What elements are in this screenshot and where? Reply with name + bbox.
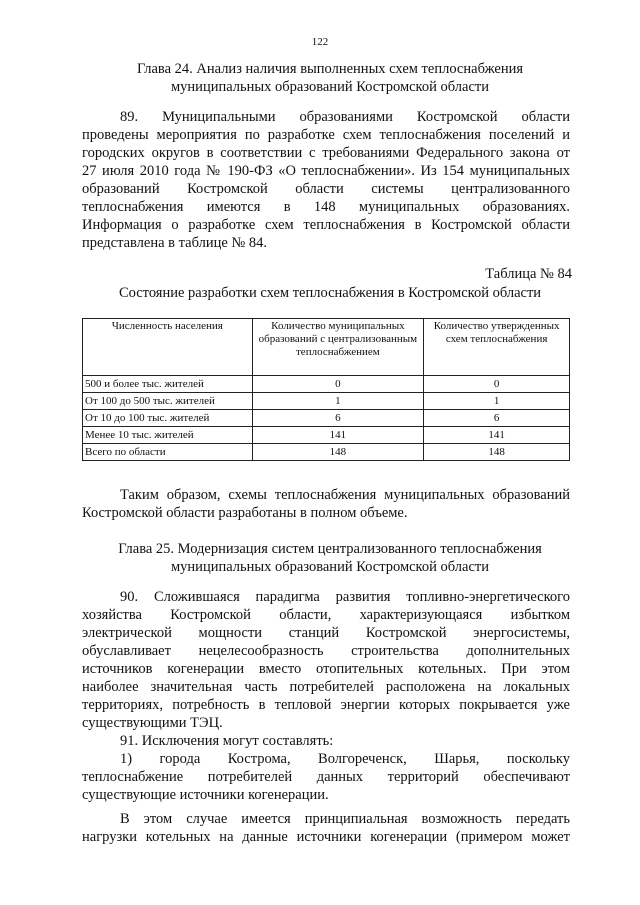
table-row xyxy=(83,393,570,410)
row-approved: 141 xyxy=(424,427,570,444)
paragraph-line: 1) города Кострома, Волгореченск, Шарья, поскольку xyxy=(120,751,570,767)
row-approved: 0 xyxy=(424,376,570,393)
paragraph-line: Таким образом, схемы теплоснабжения муниципальных образований xyxy=(120,487,570,503)
paragraph-line: В этом случае имеется принципиальная возможность передать xyxy=(120,811,570,827)
paragraph-line: теплоснабжения имеются в 148 муниципальных образованиях. xyxy=(82,199,570,215)
paragraph-line: теплоснабжение потребителей данных территорий обеспечивают xyxy=(82,769,570,785)
paragraph-line: электрической мощности станций Костромской энергосистемы, xyxy=(82,625,570,641)
paragraph-line: существующими ТЭЦ. xyxy=(82,715,223,731)
chapter-25-heading xyxy=(80,540,580,576)
row-category: От 10 до 100 тыс. жителей xyxy=(83,410,253,427)
column-header-approved-schemes: Количество утвержденных схем теплоснабжения xyxy=(424,319,570,376)
chapter-24-heading xyxy=(80,60,580,96)
paragraph-line: городских округов в соответствии с требованиями Федерального закона от xyxy=(82,145,570,161)
paragraph-line: источников когенерации вместо отопительных котельных. При этом xyxy=(82,661,570,677)
row-with-central: 6 xyxy=(252,410,424,427)
row-approved: 1 xyxy=(424,393,570,410)
page-number: 122 xyxy=(311,36,329,48)
table-label: Таблица № 84 xyxy=(485,266,572,282)
chapter-24-heading-line1: Глава 24. Анализ наличия выполненных схем теплоснабжения xyxy=(136,61,524,77)
paragraph-line: Информация о разработке схем теплоснабжения в Костромской области xyxy=(82,217,570,233)
paragraph-line: Костромской области разработаны в полном объеме. xyxy=(82,505,408,521)
chapter-24-heading-line2: муниципальных образований Костромской области xyxy=(171,79,489,95)
row-with-central: 0 xyxy=(252,376,424,393)
conclusion-paragraph xyxy=(82,486,570,522)
row-approved: 6 xyxy=(424,410,570,427)
table-caption: Состояние разработки схем теплоснабжения в Костромской области xyxy=(118,285,542,301)
column-header-population: Численность населения xyxy=(83,319,253,376)
table-row xyxy=(83,427,570,444)
paragraph-line: 89. Муниципальными образованиями Костромской области xyxy=(120,109,570,125)
table-row-total xyxy=(83,444,570,461)
paragraph-line: проведены мероприятия по разработке схем теплоснабжения поселений и xyxy=(82,127,570,143)
paragraph-line: наиболее значительная часть потребителей расположена на локальных xyxy=(82,679,570,695)
paragraph-line: 91. Исключения могут составлять: xyxy=(120,733,334,749)
paragraph-line: нагрузки котельных на данные источники когенерации (примером может xyxy=(82,829,570,845)
paragraph-line: 90. Сложившаяся парадигма развития топливно-энергетического xyxy=(120,589,570,605)
paragraph-line: хозяйства Костромской области, характеризующаяся избытком xyxy=(82,607,570,623)
chapter-25-heading-line2: муниципальных образований Костромской области xyxy=(171,559,489,575)
paragraph-line: представлена в таблице № 84. xyxy=(82,235,268,251)
table-row xyxy=(83,410,570,427)
row-category: 500 и более тыс. жителей xyxy=(83,376,253,393)
paragraph-line: территориях, потребность в тепловой энергии которых покрывается уже xyxy=(82,697,570,713)
paragraph-91 xyxy=(82,732,570,846)
heat-supply-schemes-table xyxy=(82,318,570,461)
paragraph-line: существующие источники когенерации. xyxy=(82,787,329,803)
column-header-municipalities: Количество муниципальных образований с централизованным теплоснабжением xyxy=(252,319,424,376)
row-category: Менее 10 тыс. жителей xyxy=(83,427,253,444)
row-with-central: 148 xyxy=(252,444,424,461)
paragraph-line: обуславливает нецелесообразность строительства дополнительных xyxy=(82,643,570,659)
row-with-central: 1 xyxy=(252,393,424,410)
chapter-25-heading-line1: Глава 25. Модернизация систем централизованного теплоснабжения xyxy=(118,541,542,557)
row-category: От 100 до 500 тыс. жителей xyxy=(83,393,253,410)
paragraph-90 xyxy=(82,588,570,732)
paragraph-89 xyxy=(82,108,570,252)
table-header-row xyxy=(83,319,570,376)
row-approved: 148 xyxy=(424,444,570,461)
row-with-central: 141 xyxy=(252,427,424,444)
paragraph-line: образований Костромской области системы централизованного xyxy=(82,181,570,197)
paragraph-line: 27 июля 2010 года № 190-ФЗ «О теплоснабжении». Из 154 муниципальных xyxy=(82,163,570,179)
row-category: Всего по области xyxy=(83,444,253,461)
table-row xyxy=(83,376,570,393)
